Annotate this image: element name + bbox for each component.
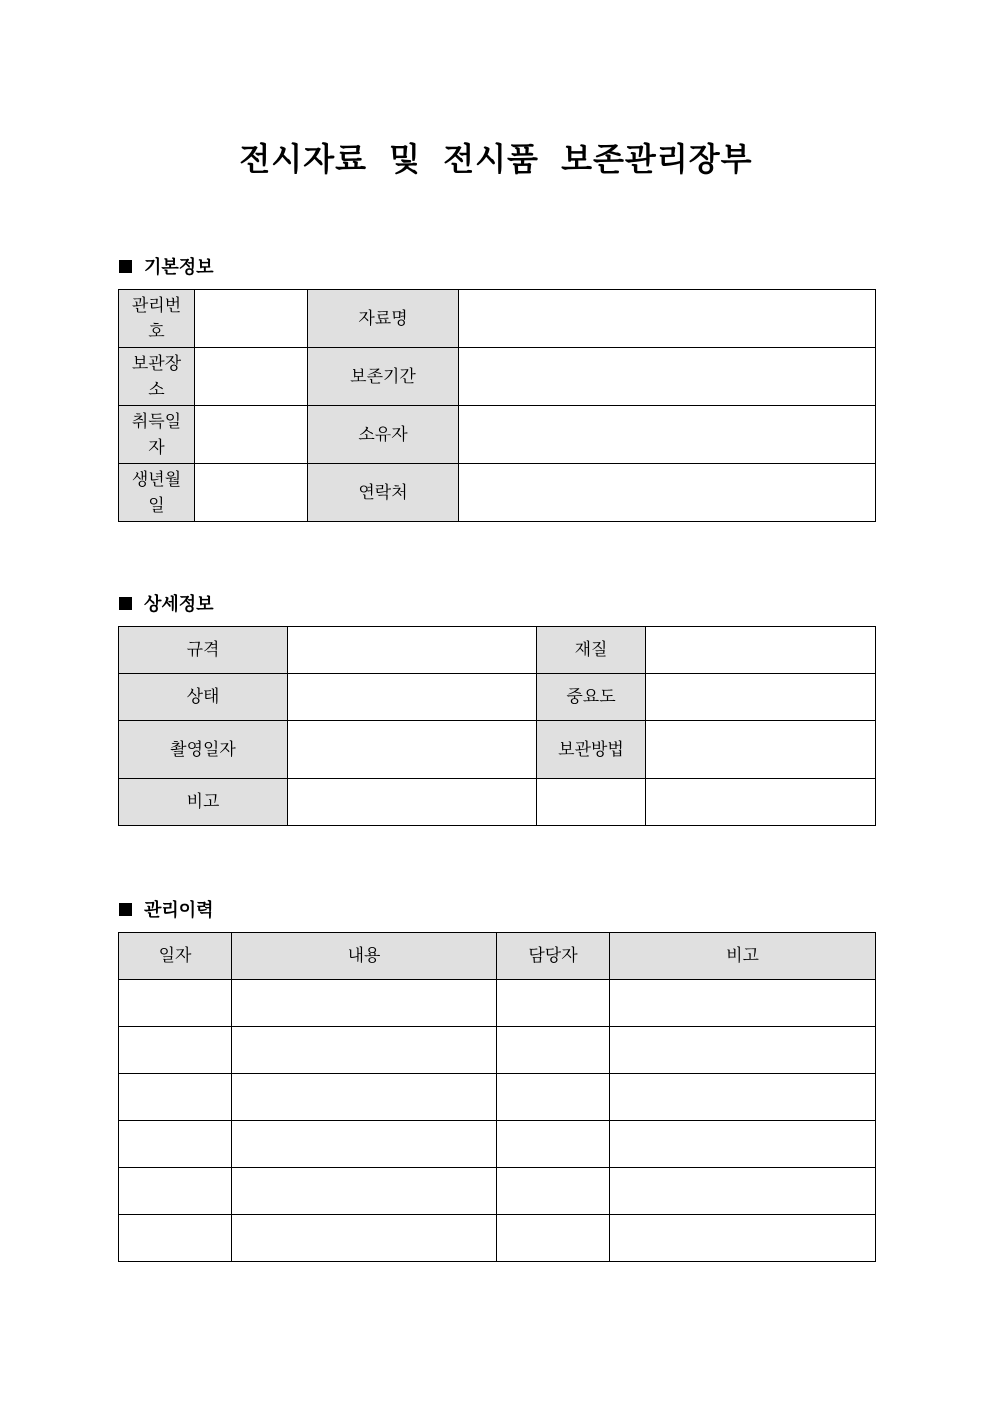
table-row xyxy=(119,627,876,674)
label-cell xyxy=(119,290,195,348)
value-cell[interactable] xyxy=(646,779,876,826)
label-cell: 자료명 xyxy=(308,290,459,348)
label-cell xyxy=(119,464,195,522)
table-row xyxy=(119,721,876,779)
history-cell-remarks[interactable] xyxy=(610,1168,876,1215)
history-table xyxy=(118,932,876,1262)
history-cell-content[interactable] xyxy=(232,1215,497,1262)
table-row xyxy=(119,779,876,826)
section-heading-detail xyxy=(119,590,214,616)
label-line: 소 xyxy=(148,379,165,400)
label-line: 일 xyxy=(148,495,165,516)
history-cell-remarks[interactable] xyxy=(610,1074,876,1121)
label-line: 관리번 xyxy=(131,295,182,316)
column-header: 일자 xyxy=(119,933,232,980)
table-row xyxy=(119,1121,876,1168)
label-cell: 소유자 xyxy=(308,406,459,464)
page-title: 전시자료 및 전시품 보존관리장부 xyxy=(239,140,753,178)
column-header: 비고 xyxy=(610,933,876,980)
history-cell-date[interactable] xyxy=(119,1215,232,1262)
label-cell: 비고 xyxy=(119,779,288,826)
section-heading-basic-label: 기본정보 xyxy=(144,257,214,278)
label-line: 호 xyxy=(148,321,165,342)
history-cell-date[interactable] xyxy=(119,1074,232,1121)
value-cell[interactable] xyxy=(195,406,308,464)
table-row xyxy=(119,1074,876,1121)
table-row xyxy=(119,980,876,1027)
label-cell: 보관방법 xyxy=(537,721,646,779)
label-cell: 상태 xyxy=(119,674,288,721)
history-cell-content[interactable] xyxy=(232,1121,497,1168)
column-header: 담당자 xyxy=(497,933,610,980)
table-row xyxy=(119,1168,876,1215)
history-cell-content[interactable] xyxy=(232,980,497,1027)
history-cell-manager[interactable] xyxy=(497,1168,610,1215)
history-cell-remarks[interactable] xyxy=(610,980,876,1027)
label-cell xyxy=(119,406,195,464)
label-line: 취득일 xyxy=(131,411,182,432)
value-cell[interactable] xyxy=(459,348,876,406)
label-line: 생년월 xyxy=(131,469,182,490)
history-cell-date[interactable] xyxy=(119,1168,232,1215)
history-cell-date[interactable] xyxy=(119,1121,232,1168)
label-cell: 규격 xyxy=(119,627,288,674)
label-line: 자 xyxy=(148,437,165,458)
label-cell: 연락처 xyxy=(308,464,459,522)
value-cell[interactable] xyxy=(288,627,537,674)
history-cell-date[interactable] xyxy=(119,1027,232,1074)
value-cell[interactable] xyxy=(288,721,537,779)
history-cell-content[interactable] xyxy=(232,1074,497,1121)
table-row xyxy=(119,464,876,522)
table-row xyxy=(119,290,876,348)
square-bullet-icon xyxy=(119,597,132,610)
basic-info-table xyxy=(118,289,876,522)
history-cell-manager[interactable] xyxy=(497,1027,610,1074)
value-cell[interactable] xyxy=(195,464,308,522)
label-cell xyxy=(119,348,195,406)
value-cell[interactable] xyxy=(537,779,646,826)
label-cell: 중요도 xyxy=(537,674,646,721)
history-cell-content[interactable] xyxy=(232,1027,497,1074)
detail-info-table xyxy=(118,626,876,826)
square-bullet-icon xyxy=(119,903,132,916)
value-cell[interactable] xyxy=(646,627,876,674)
table-row xyxy=(119,1215,876,1262)
history-cell-date[interactable] xyxy=(119,980,232,1027)
square-bullet-icon xyxy=(119,260,132,273)
section-heading-basic xyxy=(119,253,214,279)
value-cell[interactable] xyxy=(459,464,876,522)
section-heading-detail-label: 상세정보 xyxy=(144,594,214,615)
history-cell-content[interactable] xyxy=(232,1168,497,1215)
value-cell[interactable] xyxy=(459,406,876,464)
label-cell: 재질 xyxy=(537,627,646,674)
history-cell-remarks[interactable] xyxy=(610,1215,876,1262)
history-cell-manager[interactable] xyxy=(497,1074,610,1121)
label-line: 보관장 xyxy=(131,353,182,374)
section-heading-history-label: 관리이력 xyxy=(144,900,214,921)
table-row xyxy=(119,348,876,406)
value-cell[interactable] xyxy=(195,348,308,406)
table-row xyxy=(119,674,876,721)
section-heading-history xyxy=(119,896,214,922)
table-row xyxy=(119,406,876,464)
history-cell-remarks[interactable] xyxy=(610,1121,876,1168)
value-cell[interactable] xyxy=(288,779,537,826)
table-header-row xyxy=(119,933,876,980)
value-cell[interactable] xyxy=(646,674,876,721)
value-cell[interactable] xyxy=(195,290,308,348)
history-cell-manager[interactable] xyxy=(497,980,610,1027)
value-cell[interactable] xyxy=(459,290,876,348)
label-cell: 보존기간 xyxy=(308,348,459,406)
history-cell-manager[interactable] xyxy=(497,1215,610,1262)
history-cell-remarks[interactable] xyxy=(610,1027,876,1074)
label-cell: 촬영일자 xyxy=(119,721,288,779)
column-header: 내용 xyxy=(232,933,497,980)
table-row xyxy=(119,1027,876,1074)
value-cell[interactable] xyxy=(288,674,537,721)
value-cell[interactable] xyxy=(646,721,876,779)
history-cell-manager[interactable] xyxy=(497,1121,610,1168)
